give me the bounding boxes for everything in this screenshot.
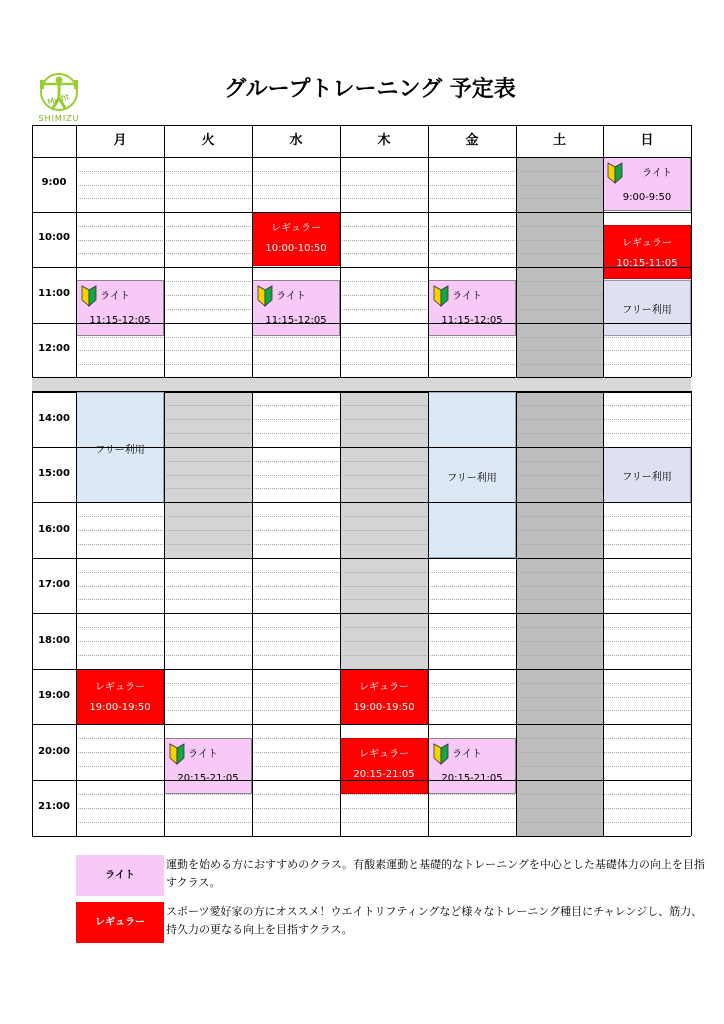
schedule-grid (32, 125, 691, 836)
page-title: グループトレーニング 予定表 (224, 77, 516, 102)
beginner-mark-icon (607, 161, 623, 185)
time-label: 21:00 (38, 801, 70, 812)
grid-col-line (32, 391, 33, 836)
quarter-line (76, 364, 691, 365)
event-name: レギュラー (622, 238, 672, 249)
logo (33, 70, 85, 126)
event-sun-light[interactable] (603, 157, 691, 211)
quarter-line (76, 240, 691, 241)
quarter-line (76, 171, 691, 172)
legend-regular-chip: レギュラー (76, 902, 164, 943)
event-time: 10:00-10:50 (265, 243, 327, 254)
grid-row-line (32, 212, 691, 213)
grid-col-line (691, 391, 692, 836)
event-name: レギュラー (271, 223, 321, 234)
event-time: 11:15-12:05 (265, 315, 327, 326)
event-mon-regular[interactable] (76, 669, 164, 725)
quarter-line (76, 281, 691, 282)
quarter-line (76, 350, 691, 351)
event-name: ライト (452, 291, 482, 302)
day-header-tue: 火 (201, 133, 215, 148)
grid-row-line (32, 836, 691, 837)
grid-col-line (76, 391, 77, 836)
grid-col-line (428, 391, 429, 836)
event-tue-light[interactable] (164, 738, 252, 794)
event-sun-free[interactable] (603, 280, 691, 336)
event-name: レギュラー (359, 682, 409, 693)
quarter-line (76, 295, 691, 296)
day-header-fri: 金 (465, 133, 479, 148)
quarter-line (76, 419, 691, 420)
grid-col-line (516, 125, 517, 377)
time-label: 20:00 (38, 746, 70, 757)
event-thu-regular[interactable] (340, 669, 428, 725)
grid-col-line (691, 125, 692, 377)
grid-row-line (32, 669, 691, 670)
grid-row-line (32, 377, 691, 378)
event-time: 9:00-9:50 (622, 192, 672, 203)
quarter-line (76, 641, 691, 642)
event-time: 19:00-19:50 (353, 702, 415, 713)
day-header-wed: 水 (289, 133, 303, 148)
grid-row-line (32, 391, 691, 392)
event-sun-regular[interactable] (603, 225, 691, 279)
grid-row-line (32, 157, 691, 158)
grid-col-line (252, 125, 253, 377)
quarter-line (76, 627, 691, 628)
time-label: 18:00 (38, 635, 70, 646)
quarter-line (76, 808, 691, 809)
quarter-line (76, 488, 691, 489)
time-label: 10:00 (38, 232, 70, 243)
legend-light-chip: ライト (76, 855, 164, 896)
time-label: 19:00 (38, 690, 70, 701)
event-wed-regular[interactable] (252, 212, 340, 266)
grid-col-line (428, 125, 429, 377)
time-label: 12:00 (38, 343, 70, 354)
event-time: 20:15-21:05 (353, 769, 415, 780)
event-name: ライト (642, 168, 672, 179)
quarter-line (76, 822, 691, 823)
event-time: 20:15-21:05 (441, 773, 503, 784)
quarter-line (76, 586, 691, 587)
grid-row-line (32, 323, 691, 324)
event-time: 19:00-19:50 (89, 702, 151, 713)
grid-col-line (340, 125, 341, 377)
day-header-thu: 木 (377, 133, 391, 148)
grid-row-line (32, 724, 691, 725)
time-label: 14:00 (38, 413, 70, 424)
logo-text: SHIMIZU (38, 114, 80, 123)
quarter-line (76, 516, 691, 517)
event-name: レギュラー (359, 749, 409, 760)
quarter-line (76, 544, 691, 545)
event-sun-free-afternoon[interactable] (603, 447, 691, 503)
quarter-line (76, 198, 691, 199)
time-label: 15:00 (38, 468, 70, 479)
event-fri-free[interactable] (428, 392, 516, 558)
time-label: 9:00 (41, 177, 67, 188)
event-name: フリー利用 (95, 445, 145, 456)
quarter-line (76, 475, 691, 476)
grid-col-line (32, 125, 33, 377)
quarter-line (76, 572, 691, 573)
time-label: 17:00 (38, 579, 70, 590)
quarter-line (76, 405, 691, 406)
quarter-line (76, 309, 691, 310)
quarter-line (76, 433, 691, 434)
event-name: ライト (188, 749, 218, 760)
event-time: 10:15-11:05 (616, 258, 678, 269)
time-label: 11:00 (38, 288, 70, 299)
day-header-sun: 日 (640, 133, 654, 148)
event-name: ライト (100, 291, 130, 302)
grid-col-line (164, 125, 165, 377)
event-time: 11:15-12:05 (441, 315, 503, 326)
grid-row-line (32, 447, 691, 448)
legend-light-text: 運動を始める方におすすめのクラス。有酸素運動と基礎的なトレーニングを中心とした基礎体力の向上を目指すクラス。 (166, 858, 705, 889)
day-header-mon: 月 (113, 133, 127, 148)
event-name: ライト (452, 749, 482, 760)
grid-col-line (164, 391, 165, 836)
grid-col-line (516, 391, 517, 836)
quarter-line (76, 461, 691, 462)
grid-row-line (32, 502, 691, 503)
quarter-line (76, 794, 691, 795)
event-name: フリー利用 (447, 473, 497, 484)
quarter-line (76, 655, 691, 656)
time-label: 16:00 (38, 524, 70, 535)
event-time: 11:15-12:05 (89, 315, 151, 326)
grid-row-line (32, 613, 691, 614)
event-thu-regular-evening[interactable] (340, 738, 428, 794)
legend-regular-text: スポーツ愛好家の方にオススメ！ウエイトリフティングなど様々なトレーニング種目にチャレンジし、筋力、持久力の更なる向上を目指すクラス。 (166, 905, 703, 936)
event-name: レギュラー (95, 682, 145, 693)
quarter-line (76, 185, 691, 186)
event-fri-light-evening[interactable] (428, 738, 516, 794)
grid-row-line (32, 780, 691, 781)
event-time: 20:15-21:05 (177, 773, 239, 784)
day-header-sat: 土 (552, 133, 566, 148)
event-wed-light[interactable] (252, 280, 340, 336)
quarter-line (76, 530, 691, 531)
quarter-line (76, 599, 691, 600)
event-mon-light[interactable] (76, 280, 164, 336)
event-name: フリー利用 (622, 305, 672, 316)
event-name: フリー利用 (622, 472, 672, 483)
quarter-line (76, 337, 691, 338)
grid-col-line (252, 391, 253, 836)
grid-row-line (32, 267, 691, 268)
quarter-line (76, 226, 691, 227)
event-name: ライト (276, 291, 306, 302)
saturday-closed-column (516, 157, 603, 836)
grid-row-line (32, 558, 691, 559)
quarter-line (76, 253, 691, 254)
svg-text:My fit: My fit (46, 92, 71, 107)
grid-col-line (76, 125, 77, 377)
event-fri-light[interactable] (428, 280, 516, 336)
grid-col-line (340, 391, 341, 836)
grid-col-line (603, 125, 604, 377)
grid-col-line (603, 391, 604, 836)
